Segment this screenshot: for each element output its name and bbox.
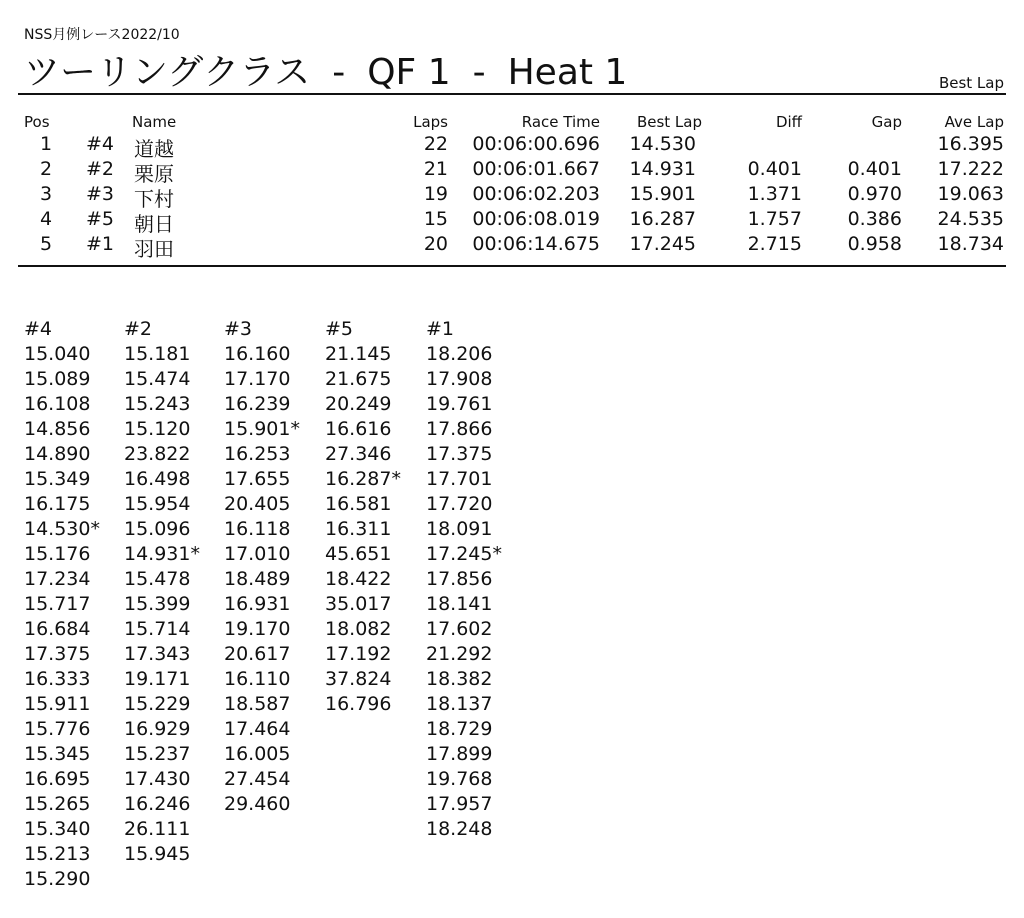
lap-time: 18.091 [426,518,493,540]
result-car-number: #1 [86,233,115,255]
result-diff: 2.715 [747,233,802,255]
col-header-gap: Gap [871,113,902,131]
lap-time: 17.899 [426,743,493,765]
result-diff: 1.757 [747,208,802,230]
result-ave-lap: 18.734 [937,233,1004,255]
lap-time: 16.931 [224,593,291,615]
result-ave-lap: 24.535 [937,208,1004,230]
title-round: QF 1 [367,52,451,93]
lap-time: 21.675 [325,368,392,390]
lap-time: 17.245* [426,543,502,565]
page-title [24,44,627,95]
lap-time: 17.375 [24,643,91,665]
lap-time: 14.890 [24,443,91,465]
result-row [18,158,1006,186]
lap-time: 17.343 [124,643,191,665]
result-pos: 2 [40,158,53,180]
result-driver-name: 栗原 [134,162,174,186]
lap-time: 17.170 [224,368,291,390]
lap-column-car: #2 [124,318,153,340]
lap-time: 14.856 [24,418,91,440]
lap-time: 23.822 [124,443,191,465]
lap-time: 16.005 [224,743,291,765]
lap-time: 18.248 [426,818,493,840]
result-laps: 15 [423,208,448,230]
lap-time: 15.340 [24,818,91,840]
lap-column-car: #5 [325,318,354,340]
lap-time: 15.040 [24,343,91,365]
result-car-number: #5 [86,208,115,230]
result-race-time: 00:06:02.203 [472,183,600,205]
lap-time: 15.349 [24,468,91,490]
result-laps: 20 [423,233,448,255]
lap-time: 15.089 [24,368,91,390]
lap-column [426,317,521,842]
result-pos: 3 [40,183,53,205]
lap-time: 19.761 [426,393,493,415]
lap-time: 15.229 [124,693,191,715]
lap-time: 15.181 [124,343,191,365]
result-gap: 0.958 [847,233,902,255]
lap-time: 16.616 [325,418,392,440]
lap-time: 16.581 [325,493,392,515]
lap-time: 15.120 [124,418,191,440]
lap-time: 17.010 [224,543,291,565]
lap-time: 18.489 [224,568,291,590]
lap-time: 29.460 [224,793,291,815]
result-ave-lap: 19.063 [937,183,1004,205]
lap-time: 17.908 [426,368,493,390]
result-row [18,208,1006,236]
lap-time: 20.617 [224,643,291,665]
result-race-time: 00:06:01.667 [472,158,600,180]
result-car-number: #4 [86,133,115,155]
lap-time: 19.768 [426,768,493,790]
lap-time: 18.082 [325,618,392,640]
result-pos: 5 [40,233,53,255]
lap-time: 16.333 [24,668,91,690]
lap-time: 15.474 [124,368,191,390]
lap-time: 14.530* [24,518,100,540]
lap-time: 17.856 [426,568,493,590]
col-header-race-time: Race Time [521,113,600,131]
lap-time: 18.587 [224,693,291,715]
lap-time: 16.287* [325,468,401,490]
result-best-lap: 14.931 [629,158,696,180]
lap-time: 15.265 [24,793,91,815]
result-row [18,183,1006,211]
lap-time: 16.695 [24,768,91,790]
lap-time: 26.111 [124,818,191,840]
result-best-lap: 17.245 [629,233,696,255]
col-header-ave-lap: Ave Lap [944,113,1004,131]
result-race-time: 00:06:14.675 [472,233,600,255]
lap-time: 15.901* [224,418,300,440]
result-row [18,233,1006,261]
lap-column-car: #1 [426,318,455,340]
lap-time: 17.375 [426,443,493,465]
lap-time: 15.176 [24,543,91,565]
lap-time: 15.954 [124,493,191,515]
result-race-time: 00:06:08.019 [472,208,600,230]
lap-time: 17.655 [224,468,291,490]
lap-time: 16.175 [24,493,91,515]
lap-time: 16.253 [224,443,291,465]
lap-time: 18.206 [426,343,493,365]
title-class: ツーリングクラス [24,52,311,93]
col-header-diff: Diff [775,113,802,131]
lap-time: 16.118 [224,518,291,540]
lap-time: 18.422 [325,568,392,590]
lap-time: 16.929 [124,718,191,740]
result-diff: 0.401 [747,158,802,180]
col-header-pos: Pos [24,113,50,131]
result-driver-name: 下村 [134,187,174,211]
lap-time: 17.430 [124,768,191,790]
col-header-best-lap: Best Lap [636,113,702,131]
lap-column-car: #4 [24,318,53,340]
lap-time: 19.170 [224,618,291,640]
lap-time: 21.145 [325,343,392,365]
lap-time: 17.720 [426,493,493,515]
col-header-laps: Laps [413,113,448,131]
result-laps: 19 [423,183,448,205]
lap-time: 16.311 [325,518,392,540]
lap-time: 17.464 [224,718,291,740]
result-driver-name: 道越 [134,137,174,161]
lap-time: 16.498 [124,468,191,490]
lap-time: 17.701 [426,468,493,490]
lap-time: 18.382 [426,668,493,690]
title-heat: Heat 1 [507,52,628,93]
lap-time: 27.454 [224,768,291,790]
lap-time: 18.729 [426,718,493,740]
lap-time: 17.866 [426,418,493,440]
lap-time: 17.602 [426,618,493,640]
result-driver-name: 朝日 [134,212,174,236]
lap-time: 15.345 [24,743,91,765]
lap-time: 45.651 [325,543,392,565]
top-rule [18,93,1006,95]
lap-time: 20.249 [325,393,392,415]
lap-time: 15.399 [124,593,191,615]
title-separator: - [332,52,346,93]
result-driver-name: 羽田 [134,237,174,261]
lap-time: 21.292 [426,643,493,665]
lap-time: 16.239 [224,393,291,415]
lap-time: 16.684 [24,618,91,640]
result-ave-lap: 17.222 [937,158,1004,180]
lap-time: 15.714 [124,618,191,640]
lap-time: 27.346 [325,443,392,465]
lap-time: 15.717 [24,593,91,615]
lap-column [124,317,219,867]
result-gap: 0.386 [847,208,902,230]
result-best-lap: 15.901 [629,183,696,205]
lap-time: 15.911 [24,693,91,715]
lap-time: 17.192 [325,643,392,665]
lap-time: 15.213 [24,843,91,865]
lap-time: 16.246 [124,793,191,815]
lap-time: 16.110 [224,668,291,690]
lap-time: 15.945 [124,843,191,865]
lap-column-car: #3 [224,318,253,340]
result-best-lap: 16.287 [629,208,696,230]
lap-time: 35.017 [325,593,392,615]
bottom-rule [18,265,1006,267]
corner-label: Best Lap [938,74,1004,92]
lap-time: 19.171 [124,668,191,690]
result-car-number: #3 [86,183,115,205]
result-row [18,133,1006,161]
lap-time: 37.824 [325,668,392,690]
lap-time: 20.405 [224,493,291,515]
lap-time: 16.108 [24,393,91,415]
lap-column [325,317,420,717]
lap-time: 16.160 [224,343,291,365]
lap-time: 17.234 [24,568,91,590]
result-pos: 1 [40,133,53,155]
lap-time: 18.137 [426,693,493,715]
result-best-lap: 14.530 [629,133,696,155]
col-header-name: Name [132,113,177,131]
results-header [18,113,1006,133]
lap-time: 15.290 [24,868,91,890]
result-gap: 0.401 [847,158,902,180]
lap-time: 15.243 [124,393,191,415]
result-laps: 21 [423,158,448,180]
result-gap: 0.970 [847,183,902,205]
lap-column [224,317,319,817]
lap-column [24,317,119,892]
lap-time: 15.237 [124,743,191,765]
lap-time: 16.796 [325,693,392,715]
result-ave-lap: 16.395 [937,133,1004,155]
result-pos: 4 [40,208,53,230]
lap-time: 14.931* [124,543,200,565]
lap-time: 18.141 [426,593,493,615]
lap-time: 15.478 [124,568,191,590]
lap-time: 17.957 [426,793,493,815]
result-laps: 22 [423,133,448,155]
result-diff: 1.371 [747,183,802,205]
results-table [18,113,1006,261]
result-car-number: #2 [86,158,115,180]
lap-time: 15.096 [124,518,191,540]
result-race-time: 00:06:00.696 [472,133,600,155]
lap-time: 15.776 [24,718,91,740]
subtitle: NSS月例レース2022/10 [24,27,180,43]
title-separator: - [472,52,486,93]
